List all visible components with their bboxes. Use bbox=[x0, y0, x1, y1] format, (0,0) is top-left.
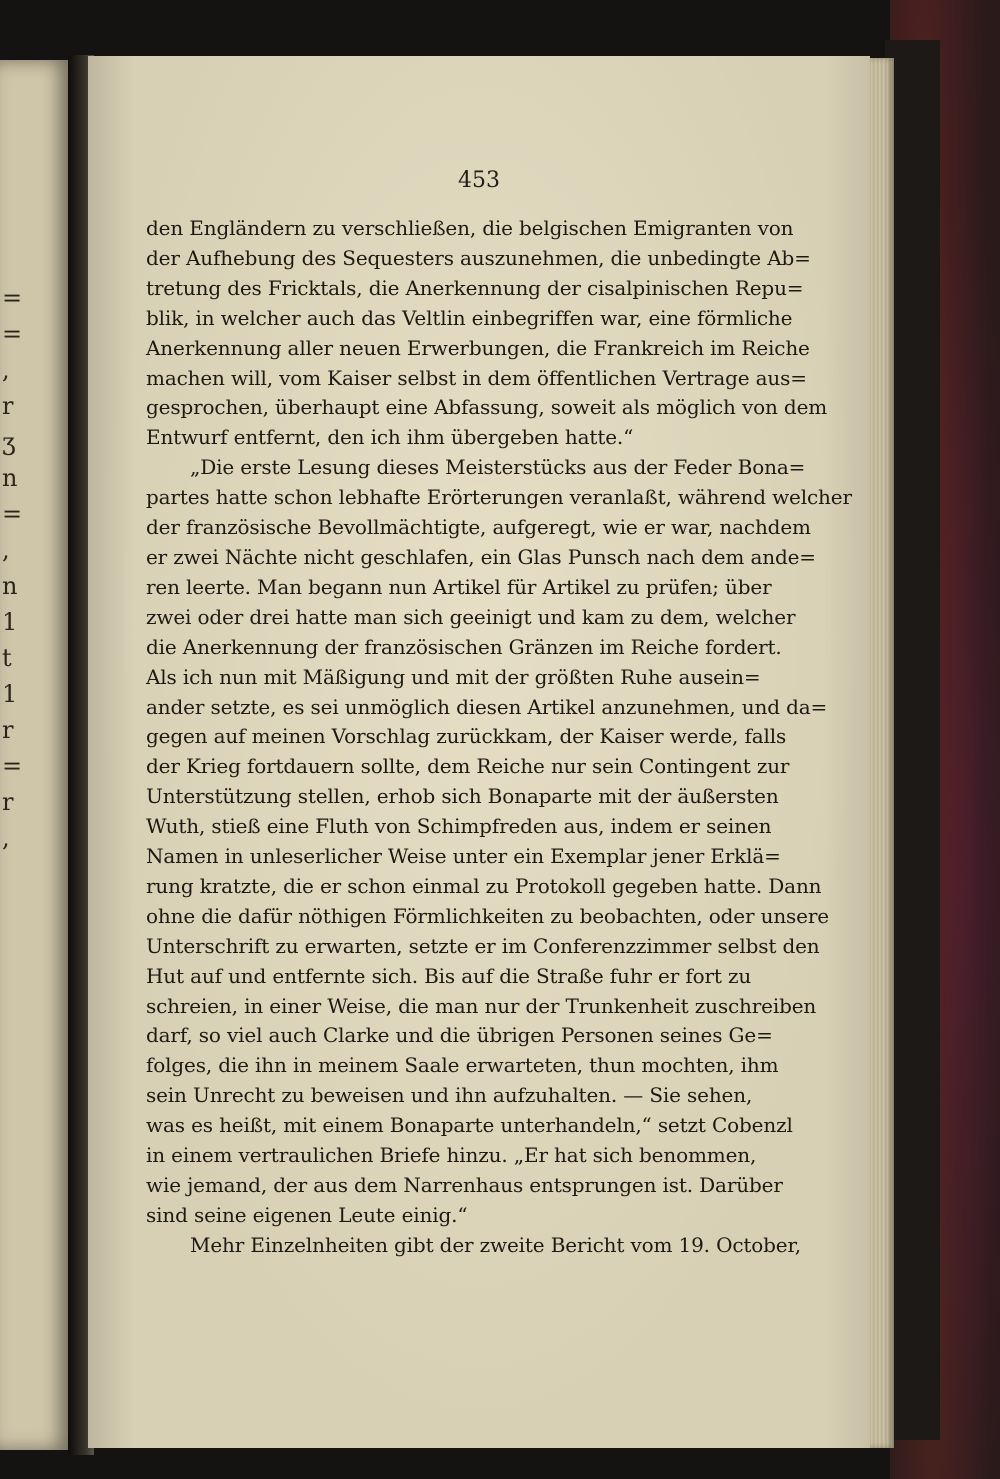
text-line: Entwurf entfernt, den ich ihm übergeben hatte.“ bbox=[146, 425, 634, 450]
text-line: Als ich nun mit Mäßigung und mit der größten Ruhe ausein= bbox=[146, 664, 761, 689]
text-line: machen will, vom Kaiser selbst in dem öffentlichen Vertrage aus= bbox=[146, 365, 807, 390]
text-line: was es heißt, mit einem Bonaparte unterhandeln,“ setzt Cobenzl bbox=[146, 1113, 793, 1138]
left-margin-char: = bbox=[2, 320, 23, 348]
text-line: Unterschrift zu erwarten, setzte er im Conferenzzimmer selbst den bbox=[146, 933, 820, 958]
text-line: tretung des Fricktals, die Anerkennung der cisalpinischen Repu= bbox=[146, 275, 804, 300]
left-page bbox=[0, 60, 70, 1450]
text-line: in einem vertraulichen Briefe hinzu. „Er hat sich benommen, bbox=[146, 1143, 757, 1168]
text-line: zwei oder drei hatte man sich geeinigt und kam zu dem, welcher bbox=[146, 604, 796, 629]
text-line: folges, die ihn in meinem Saale erwarteten, thun mochten, ihm bbox=[146, 1053, 779, 1078]
text-line: schreien, in einer Weise, die man nur der Trunkenheit zuschreiben bbox=[146, 993, 817, 1018]
right-page bbox=[88, 56, 870, 1448]
text-line: Mehr Einzelnheiten gibt der zweite Bericht vom 19. October, bbox=[190, 1232, 801, 1257]
left-margin-char: t bbox=[2, 644, 12, 672]
text-line: die Anerkennung der französischen Gränzen im Reiche fordert. bbox=[146, 634, 782, 659]
left-margin-char: n bbox=[2, 572, 18, 600]
text-line: Hut auf und entfernte sich. Bis auf die Straße fuhr er fort zu bbox=[146, 963, 752, 988]
text-line: den Engländern zu verschließen, die belgischen Emigranten von bbox=[146, 216, 794, 240]
left-margin-char: n bbox=[2, 464, 18, 492]
left-margin-char: r bbox=[2, 392, 14, 420]
left-margin-char: = bbox=[2, 752, 23, 780]
text-line: rung kratzte, die er schon einmal zu Protokoll gegeben hatte. Dann bbox=[146, 873, 822, 898]
left-margin-char: , bbox=[2, 356, 10, 384]
text-line: der Krieg fortdauern sollte, dem Reiche nur sein Contingent zur bbox=[146, 754, 790, 779]
left-margin-char: = bbox=[2, 284, 23, 312]
page-number: 453 bbox=[458, 168, 500, 193]
left-margin-char: 1 bbox=[2, 608, 18, 636]
text-line: partes hatte schon lebhafte Erörterungen veranlaßt, während welcher bbox=[146, 485, 852, 510]
text-line: sind seine eigenen Leute einig.“ bbox=[146, 1202, 468, 1227]
text-line: der Aufhebung des Sequesters auszunehmen, die unbedingte Ab= bbox=[146, 245, 811, 270]
text-line: gesprochen, überhaupt eine Abfassung, soweit als möglich von dem bbox=[146, 395, 828, 420]
text-line: ren leerte. Man begann nun Artikel für Artikel zu prüfen; über bbox=[146, 574, 772, 599]
text-line: Namen in unleserlicher Weise unter ein Exemplar jener Erklä= bbox=[146, 844, 781, 869]
text-line: der französische Bevollmächtigte, aufgeregt, wie er war, nachdem bbox=[146, 515, 811, 540]
body-text bbox=[146, 214, 852, 1261]
text-line: Wuth, stieß eine Fluth von Schimpfreden aus, indem er seinen bbox=[146, 814, 772, 839]
text-line: sein Unrecht zu beweisen und ihn aufzuhalten. — Sie sehen, bbox=[146, 1083, 753, 1108]
left-margin-char: ʒ bbox=[2, 428, 16, 456]
text-line: er zwei Nächte nicht geschlafen, ein Glas Punsch nach dem ande= bbox=[146, 544, 816, 569]
text-line: „Die erste Lesung dieses Meisterstücks aus der Feder Bona= bbox=[190, 455, 806, 480]
text-line: ander setzte, es sei unmöglich diesen Artikel anzunehmen, und da= bbox=[146, 694, 828, 719]
left-margin-char: = bbox=[2, 500, 23, 528]
left-margin-char: r bbox=[2, 788, 14, 816]
text-line: wie jemand, der aus dem Narrenhaus entsprungen ist. Darüber bbox=[146, 1173, 783, 1197]
text-line: ohne die dafür nöthigen Förmlichkeiten zu beobachten, oder unsere bbox=[146, 903, 829, 928]
page-edges bbox=[868, 58, 894, 1448]
text-line: blik, in welcher auch das Veltlin einbegriffen war, eine förmliche bbox=[146, 305, 793, 330]
text-line: Anerkennung aller neuen Erwerbungen, die Frankreich im Reiche bbox=[146, 335, 810, 360]
text-line: Unterstützung stellen, erhob sich Bonaparte mit der äußersten bbox=[146, 784, 779, 809]
left-margin-char: 1 bbox=[2, 680, 18, 708]
left-margin-char: , bbox=[2, 536, 10, 564]
left-margin-char: r bbox=[2, 716, 14, 744]
left-margin-char: , bbox=[2, 824, 10, 852]
text-line: gegen auf meinen Vorschlag zurückkam, der Kaiser werde, falls bbox=[146, 724, 787, 749]
text-line: darf, so viel auch Clarke und die übrigen Personen seines Ge= bbox=[146, 1023, 773, 1048]
left-page-margin-chars bbox=[2, 280, 22, 856]
